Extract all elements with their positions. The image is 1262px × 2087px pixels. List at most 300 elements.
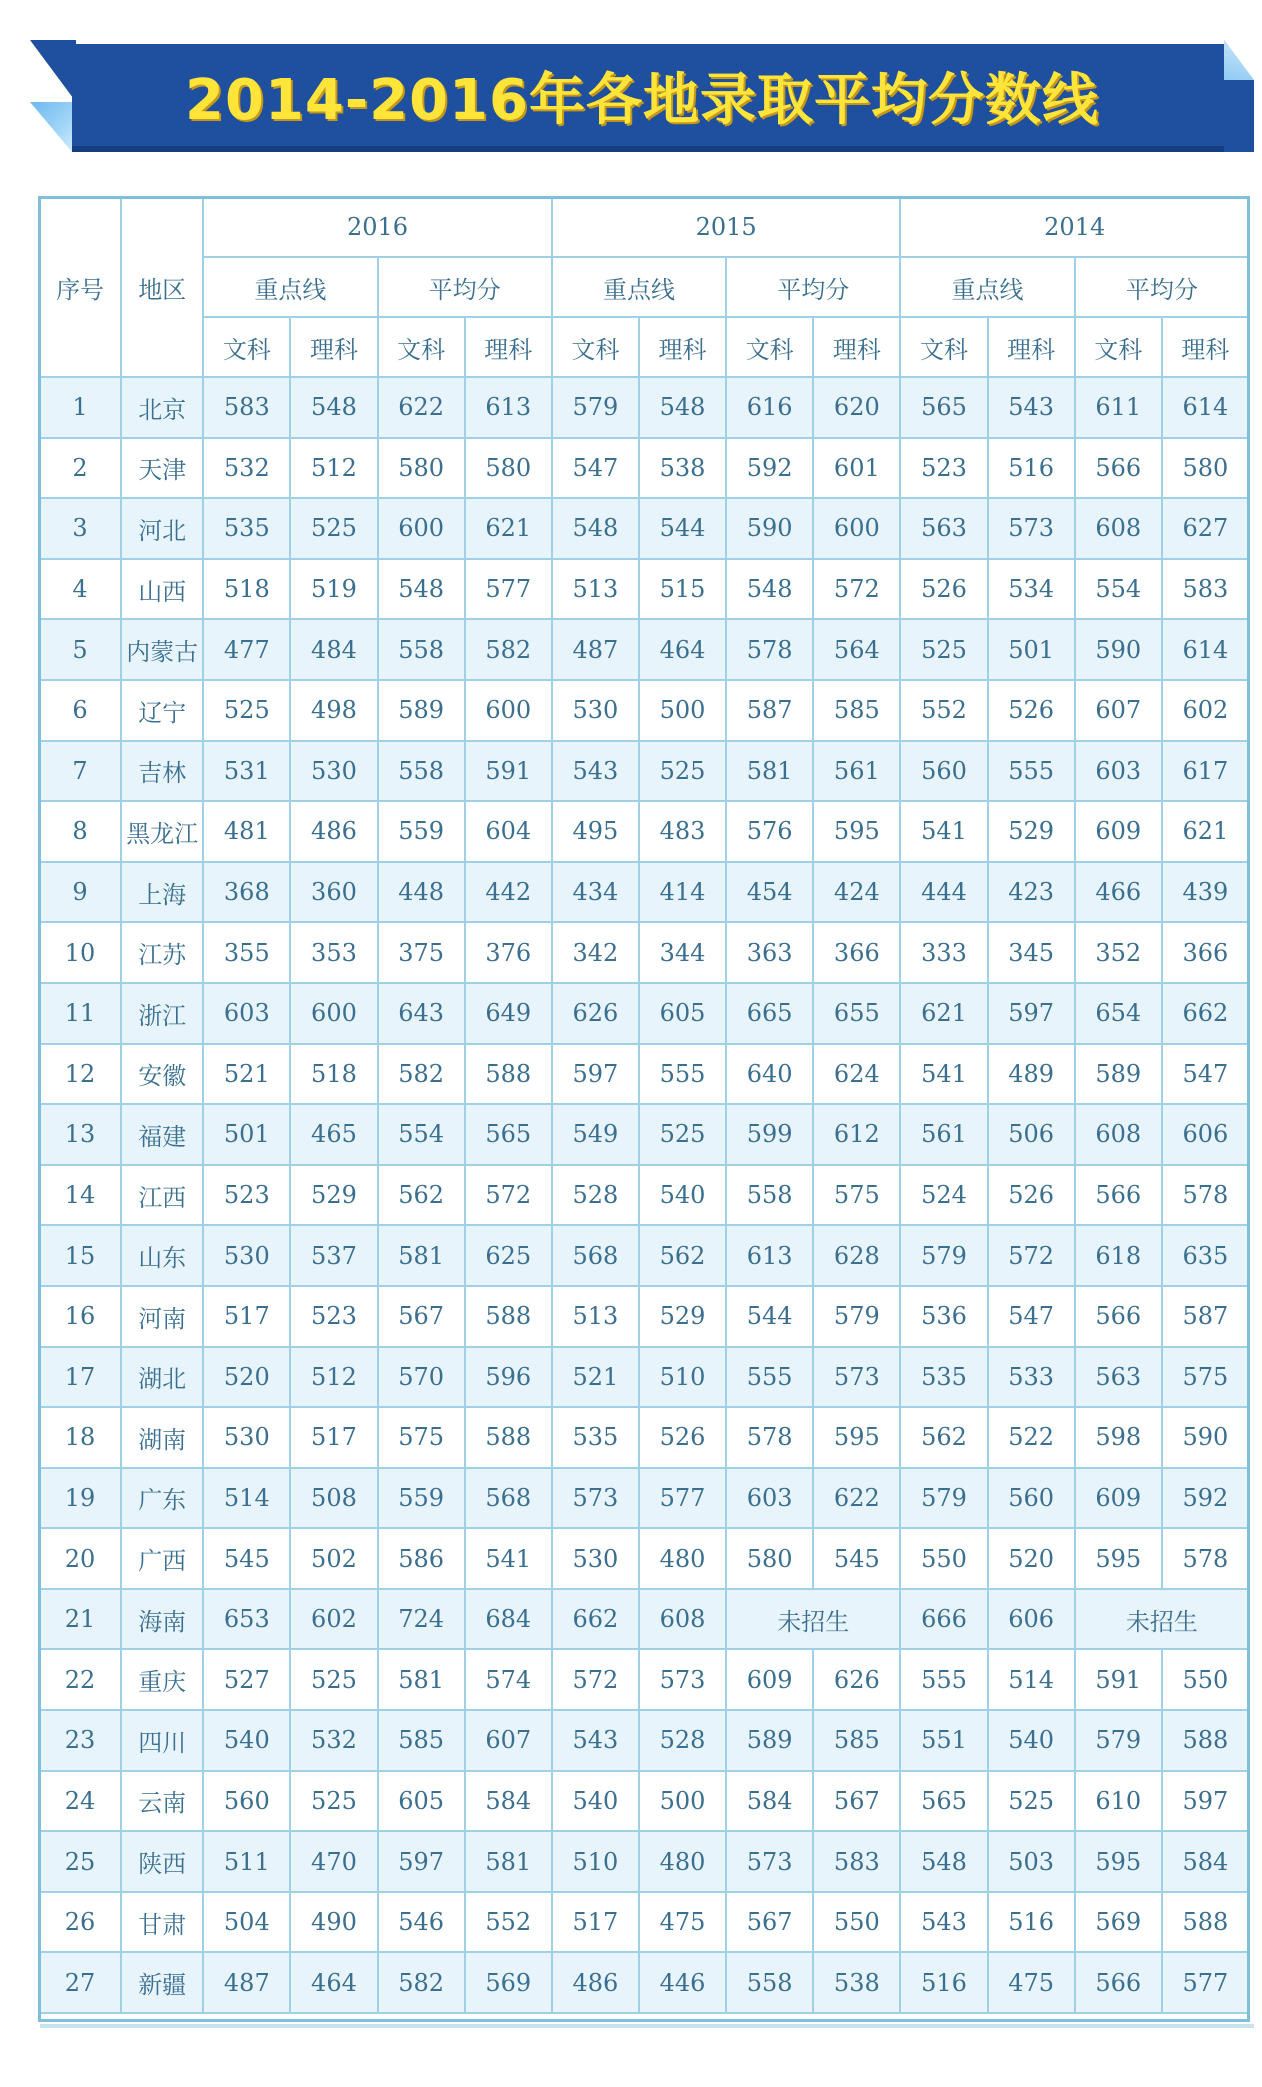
score-cell: 607 <box>1075 680 1162 741</box>
score-cell: 516 <box>988 1892 1075 1953</box>
score-cell: 600 <box>290 983 377 1044</box>
score-cell: 501 <box>203 1104 290 1165</box>
score-cell: 526 <box>988 1165 1075 1226</box>
score-cell: 540 <box>988 1710 1075 1771</box>
score-cell: 512 <box>290 1347 377 1408</box>
header-key-line: 重点线 <box>552 257 726 317</box>
score-cell: 574 <box>465 1649 552 1710</box>
score-cell: 583 <box>813 1831 900 1892</box>
score-cell: 517 <box>203 1286 290 1347</box>
score-cell: 550 <box>1162 1649 1249 1710</box>
score-cell: 554 <box>1075 559 1162 620</box>
score-cell: 566 <box>1075 1286 1162 1347</box>
row-seq: 12 <box>39 1044 121 1105</box>
score-cell: 586 <box>378 1528 465 1589</box>
row-region: 安徽 <box>121 1044 203 1105</box>
table-row <box>39 1104 1249 1165</box>
row-seq: 23 <box>39 1710 121 1771</box>
score-cell: 559 <box>378 1468 465 1529</box>
row-region: 江苏 <box>121 922 203 983</box>
score-cell: 442 <box>465 862 552 923</box>
row-region: 内蒙古 <box>121 619 203 680</box>
score-cell: 582 <box>378 1044 465 1105</box>
row-seq: 15 <box>39 1225 121 1286</box>
score-cell: 572 <box>465 1165 552 1226</box>
row-seq: 26 <box>39 1892 121 1953</box>
row-seq: 24 <box>39 1771 121 1832</box>
score-cell: 521 <box>552 1347 639 1408</box>
score-cell: 510 <box>639 1347 726 1408</box>
score-cell: 603 <box>1075 741 1162 802</box>
score-cell: 614 <box>1162 377 1249 438</box>
score-cell: 502 <box>290 1528 377 1589</box>
score-cell: 549 <box>552 1104 639 1165</box>
score-cell: 530 <box>203 1407 290 1468</box>
header-science: 理科 <box>988 317 1075 377</box>
score-cell: 588 <box>1162 1710 1249 1771</box>
row-region: 云南 <box>121 1771 203 1832</box>
row-seq: 9 <box>39 862 121 923</box>
score-cell: 621 <box>465 498 552 559</box>
score-cell: 475 <box>639 1892 726 1953</box>
score-cell: 653 <box>203 1589 290 1650</box>
score-cell: 569 <box>465 1952 552 2013</box>
score-cell: 535 <box>203 498 290 559</box>
header-science: 理科 <box>813 317 900 377</box>
score-cell: 541 <box>900 801 987 862</box>
row-seq: 18 <box>39 1407 121 1468</box>
header-science: 理科 <box>290 317 377 377</box>
header-average: 平均分 <box>726 257 900 317</box>
row-seq: 21 <box>39 1589 121 1650</box>
score-cell: 627 <box>1162 498 1249 559</box>
score-cell: 525 <box>290 1649 377 1710</box>
score-cell: 342 <box>552 922 639 983</box>
score-cell: 589 <box>378 680 465 741</box>
score-cell: 662 <box>552 1589 639 1650</box>
score-cell: 560 <box>988 1468 1075 1529</box>
score-cell: 560 <box>900 741 987 802</box>
score-cell: 724 <box>378 1589 465 1650</box>
score-cell: 590 <box>1162 1407 1249 1468</box>
row-region: 山东 <box>121 1225 203 1286</box>
score-cell: 535 <box>552 1407 639 1468</box>
score-cell: 580 <box>465 438 552 499</box>
score-cell: 525 <box>290 498 377 559</box>
score-cell: 576 <box>726 801 813 862</box>
table-row <box>39 559 1249 620</box>
score-cell: 548 <box>552 498 639 559</box>
score-cell: 600 <box>465 680 552 741</box>
score-cell: 620 <box>813 377 900 438</box>
score-cell: 597 <box>988 983 1075 1044</box>
score-cell: 355 <box>203 922 290 983</box>
score-cell: 565 <box>900 1771 987 1832</box>
score-cell: 506 <box>988 1104 1075 1165</box>
score-cell: 591 <box>465 741 552 802</box>
score-cell: 526 <box>988 680 1075 741</box>
score-cell: 573 <box>726 1831 813 1892</box>
score-cell: 333 <box>900 922 987 983</box>
score-cell: 517 <box>290 1407 377 1468</box>
score-cell: 616 <box>726 377 813 438</box>
score-cell: 536 <box>900 1286 987 1347</box>
score-cell: 566 <box>1075 1952 1162 2013</box>
score-cell: 626 <box>813 1649 900 1710</box>
score-cell: 643 <box>378 983 465 1044</box>
score-cell: 575 <box>1162 1347 1249 1408</box>
score-cell: 622 <box>378 377 465 438</box>
row-seq: 4 <box>39 559 121 620</box>
table-row <box>39 983 1249 1044</box>
score-cell: 558 <box>726 1165 813 1226</box>
score-cell: 588 <box>1162 1892 1249 1953</box>
score-cell: 538 <box>813 1952 900 2013</box>
score-cell: 487 <box>203 1952 290 2013</box>
score-cell: 414 <box>639 862 726 923</box>
score-cell: 545 <box>203 1528 290 1589</box>
header-key-line: 重点线 <box>203 257 377 317</box>
score-cell: 567 <box>813 1771 900 1832</box>
score-cell: 581 <box>465 1831 552 1892</box>
score-cell: 578 <box>726 619 813 680</box>
score-cell: 684 <box>465 1589 552 1650</box>
score-cell: 518 <box>203 559 290 620</box>
row-region: 福建 <box>121 1104 203 1165</box>
score-cell: 525 <box>988 1771 1075 1832</box>
score-cell: 666 <box>900 1589 987 1650</box>
score-cell: 559 <box>378 801 465 862</box>
score-cell: 568 <box>465 1468 552 1529</box>
score-cell: 608 <box>1075 1104 1162 1165</box>
row-region: 湖北 <box>121 1347 203 1408</box>
score-cell: 581 <box>378 1225 465 1286</box>
score-cell: 544 <box>639 498 726 559</box>
score-cell: 579 <box>1075 1710 1162 1771</box>
not-enrolled-cell: 未招生 <box>726 1589 900 1650</box>
score-cell: 608 <box>639 1589 726 1650</box>
score-cell: 654 <box>1075 983 1162 1044</box>
score-cell: 585 <box>378 1710 465 1771</box>
score-cell: 516 <box>900 1952 987 2013</box>
header-science: 理科 <box>465 317 552 377</box>
score-cell: 588 <box>465 1407 552 1468</box>
table-row <box>39 1528 1249 1589</box>
score-cell: 613 <box>465 377 552 438</box>
score-cell: 523 <box>290 1286 377 1347</box>
score-cell: 464 <box>639 619 726 680</box>
score-cell: 567 <box>726 1892 813 1953</box>
score-cell: 481 <box>203 801 290 862</box>
score-cell: 555 <box>726 1347 813 1408</box>
score-cell: 523 <box>900 438 987 499</box>
table-row <box>39 438 1249 499</box>
score-cell: 563 <box>1075 1347 1162 1408</box>
score-cell: 591 <box>1075 1649 1162 1710</box>
table-row <box>39 1892 1249 1953</box>
score-cell: 375 <box>378 922 465 983</box>
score-cell: 592 <box>726 438 813 499</box>
score-cell: 528 <box>552 1165 639 1226</box>
score-cell: 605 <box>378 1771 465 1832</box>
row-region: 江西 <box>121 1165 203 1226</box>
row-region: 四川 <box>121 1710 203 1771</box>
score-cell: 514 <box>203 1468 290 1529</box>
header-year-2015: 2015 <box>552 197 901 257</box>
score-cell: 561 <box>813 741 900 802</box>
score-cell: 573 <box>552 1468 639 1529</box>
row-region: 山西 <box>121 559 203 620</box>
table-row <box>39 1286 1249 1347</box>
score-cell: 581 <box>378 1649 465 1710</box>
score-cell: 595 <box>813 801 900 862</box>
score-cell: 475 <box>988 1952 1075 2013</box>
score-cell: 550 <box>900 1528 987 1589</box>
score-cell: 446 <box>639 1952 726 2013</box>
score-cell: 602 <box>290 1589 377 1650</box>
score-cell: 601 <box>813 438 900 499</box>
score-cell: 511 <box>203 1831 290 1892</box>
score-cell: 581 <box>726 741 813 802</box>
score-cell: 665 <box>726 983 813 1044</box>
score-cell: 584 <box>726 1771 813 1832</box>
score-cell: 523 <box>203 1165 290 1226</box>
score-cell: 621 <box>1162 801 1249 862</box>
score-cell: 547 <box>988 1286 1075 1347</box>
header-liberal-arts: 文科 <box>378 317 465 377</box>
row-seq: 7 <box>39 741 121 802</box>
score-cell: 548 <box>290 377 377 438</box>
score-cell: 543 <box>988 377 1075 438</box>
score-cell: 569 <box>1075 1892 1162 1953</box>
score-cell: 579 <box>900 1225 987 1286</box>
score-cell: 562 <box>639 1225 726 1286</box>
row-region: 重庆 <box>121 1649 203 1710</box>
score-cell: 543 <box>900 1892 987 1953</box>
score-cell: 510 <box>552 1831 639 1892</box>
table-row <box>39 1771 1249 1832</box>
score-cell: 603 <box>203 983 290 1044</box>
score-cell: 500 <box>639 680 726 741</box>
score-cell: 504 <box>203 1892 290 1953</box>
score-cell: 570 <box>378 1347 465 1408</box>
header-region: 地区 <box>121 197 203 377</box>
score-cell: 487 <box>552 619 639 680</box>
score-cell: 544 <box>726 1286 813 1347</box>
score-cell: 595 <box>1075 1528 1162 1589</box>
score-cell: 535 <box>900 1347 987 1408</box>
score-cell: 578 <box>726 1407 813 1468</box>
score-cell: 444 <box>900 862 987 923</box>
score-cell: 512 <box>290 438 377 499</box>
score-cell: 486 <box>552 1952 639 2013</box>
row-seq: 3 <box>39 498 121 559</box>
score-cell: 575 <box>378 1407 465 1468</box>
score-cell: 579 <box>900 1468 987 1529</box>
score-cell: 470 <box>290 1831 377 1892</box>
score-cell: 583 <box>1162 559 1249 620</box>
table-row <box>39 1347 1249 1408</box>
score-cell: 605 <box>639 983 726 1044</box>
score-cell: 533 <box>988 1347 1075 1408</box>
score-cell: 662 <box>1162 983 1249 1044</box>
table-row <box>39 498 1249 559</box>
score-cell: 597 <box>378 1831 465 1892</box>
score-cell: 585 <box>813 680 900 741</box>
title-banner <box>30 40 1254 152</box>
score-cell: 517 <box>552 1892 639 1953</box>
score-cell: 562 <box>378 1165 465 1226</box>
score-cell: 551 <box>900 1710 987 1771</box>
row-seq: 16 <box>39 1286 121 1347</box>
row-region: 河北 <box>121 498 203 559</box>
score-cell: 520 <box>988 1528 1075 1589</box>
score-cell: 543 <box>552 741 639 802</box>
score-cell: 528 <box>639 1710 726 1771</box>
score-cell: 624 <box>813 1044 900 1105</box>
score-cell: 464 <box>290 1952 377 2013</box>
score-cell: 584 <box>1162 1831 1249 1892</box>
row-region: 广西 <box>121 1528 203 1589</box>
score-cell: 532 <box>290 1710 377 1771</box>
row-region: 吉林 <box>121 741 203 802</box>
score-cell: 590 <box>726 498 813 559</box>
score-cell: 515 <box>639 559 726 620</box>
score-cell: 635 <box>1162 1225 1249 1286</box>
score-cell: 567 <box>378 1286 465 1347</box>
score-cell: 368 <box>203 862 290 923</box>
row-seq: 17 <box>39 1347 121 1408</box>
table-row <box>39 1710 1249 1771</box>
score-cell: 592 <box>1162 1468 1249 1529</box>
score-cell: 604 <box>465 801 552 862</box>
score-cell: 525 <box>639 1104 726 1165</box>
score-cell: 486 <box>290 801 377 862</box>
score-cell: 466 <box>1075 862 1162 923</box>
score-cell: 540 <box>203 1710 290 1771</box>
score-cell: 518 <box>290 1044 377 1105</box>
score-cell: 439 <box>1162 862 1249 923</box>
score-cell: 600 <box>813 498 900 559</box>
score-cell: 552 <box>465 1892 552 1953</box>
row-region: 天津 <box>121 438 203 499</box>
score-table <box>38 196 1250 2014</box>
score-cell: 621 <box>900 983 987 1044</box>
table-row <box>39 1952 1249 2013</box>
score-cell: 525 <box>290 1771 377 1832</box>
score-cell: 537 <box>290 1225 377 1286</box>
score-cell: 498 <box>290 680 377 741</box>
row-region: 河南 <box>121 1286 203 1347</box>
score-cell: 596 <box>465 1347 552 1408</box>
header-average: 平均分 <box>378 257 552 317</box>
score-cell: 513 <box>552 1286 639 1347</box>
score-cell: 609 <box>726 1649 813 1710</box>
row-seq: 11 <box>39 983 121 1044</box>
row-region: 上海 <box>121 862 203 923</box>
score-cell: 531 <box>203 741 290 802</box>
header-liberal-arts: 文科 <box>1075 317 1162 377</box>
score-cell: 540 <box>639 1165 726 1226</box>
row-seq: 13 <box>39 1104 121 1165</box>
row-region: 湖南 <box>121 1407 203 1468</box>
row-seq: 10 <box>39 922 121 983</box>
score-cell: 588 <box>465 1044 552 1105</box>
score-cell: 555 <box>988 741 1075 802</box>
score-cell: 580 <box>726 1528 813 1589</box>
score-cell: 579 <box>813 1286 900 1347</box>
table-header <box>39 197 1249 377</box>
score-cell: 572 <box>813 559 900 620</box>
table-row <box>39 1468 1249 1529</box>
score-cell: 577 <box>1162 1952 1249 2013</box>
score-cell: 640 <box>726 1044 813 1105</box>
page-title: 2014-2016年各地录取平均分数线 <box>185 68 1099 133</box>
row-seq: 19 <box>39 1468 121 1529</box>
row-region: 海南 <box>121 1589 203 1650</box>
header-liberal-arts: 文科 <box>726 317 813 377</box>
score-cell: 363 <box>726 922 813 983</box>
table-bottom-shadow <box>40 2024 1254 2028</box>
score-cell: 525 <box>639 741 726 802</box>
header-row-subjects <box>39 317 1249 377</box>
header-seq: 序号 <box>39 197 121 377</box>
row-seq: 22 <box>39 1649 121 1710</box>
score-cell: 480 <box>639 1528 726 1589</box>
score-cell: 626 <box>552 983 639 1044</box>
score-cell: 628 <box>813 1225 900 1286</box>
table-row <box>39 922 1249 983</box>
score-cell: 613 <box>726 1225 813 1286</box>
row-region: 陕西 <box>121 1831 203 1892</box>
score-cell: 555 <box>900 1649 987 1710</box>
score-cell: 526 <box>900 559 987 620</box>
score-cell: 560 <box>203 1771 290 1832</box>
table-row <box>39 1649 1249 1710</box>
header-year-2016: 2016 <box>203 197 552 257</box>
score-cell: 587 <box>726 680 813 741</box>
score-cell: 547 <box>1162 1044 1249 1105</box>
score-cell: 541 <box>465 1528 552 1589</box>
score-cell: 564 <box>813 619 900 680</box>
score-cell: 558 <box>726 1952 813 2013</box>
score-cell: 610 <box>1075 1771 1162 1832</box>
score-cell: 558 <box>378 619 465 680</box>
score-cell: 600 <box>378 498 465 559</box>
score-cell: 360 <box>290 862 377 923</box>
score-cell: 572 <box>552 1649 639 1710</box>
score-cell: 529 <box>639 1286 726 1347</box>
row-region: 新疆 <box>121 1952 203 2013</box>
score-cell: 548 <box>378 559 465 620</box>
score-cell: 583 <box>203 377 290 438</box>
score-cell: 526 <box>639 1407 726 1468</box>
score-cell: 530 <box>552 680 639 741</box>
score-cell: 584 <box>465 1771 552 1832</box>
score-cell: 575 <box>813 1165 900 1226</box>
table-row <box>39 1225 1249 1286</box>
score-cell: 516 <box>988 438 1075 499</box>
score-cell: 589 <box>726 1710 813 1771</box>
header-row-groups <box>39 257 1249 317</box>
row-region: 辽宁 <box>121 680 203 741</box>
header-average: 平均分 <box>1075 257 1249 317</box>
row-seq: 1 <box>39 377 121 438</box>
score-cell: 603 <box>726 1468 813 1529</box>
header-science: 理科 <box>639 317 726 377</box>
score-cell: 565 <box>465 1104 552 1165</box>
score-cell: 572 <box>988 1225 1075 1286</box>
